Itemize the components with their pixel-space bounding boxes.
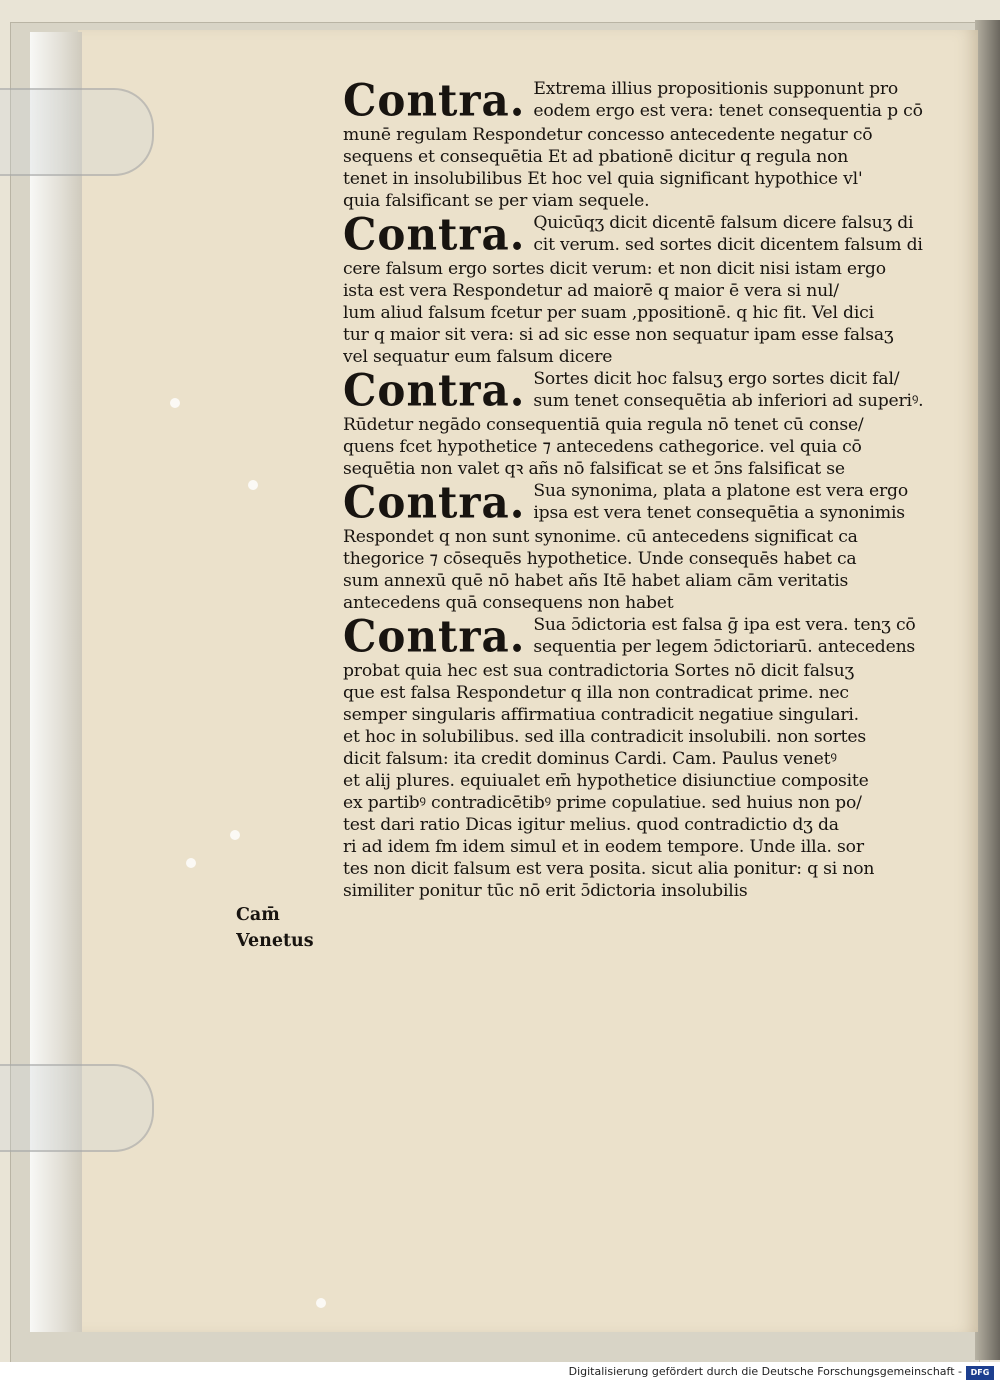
- marginal-note-line: Cam̄: [236, 905, 280, 925]
- footer-text: Digitalisierung gefördert durch die Deutsche Forschungsgemeinschaft -: [568, 1365, 962, 1378]
- paragraph-5: [343, 610, 928, 902]
- text-line: test dari ratio Dicas igitur melius. quod contradictio dʒ da: [343, 815, 839, 835]
- text-line: antecedens quā consequens non habet: [343, 593, 674, 613]
- paragraph-initial: Contra.: [343, 208, 526, 261]
- text-line: ipsa est vera tenet consequētia a synonimis: [533, 503, 905, 523]
- text-line: Respondet q non sunt synonime. cū antecedens significat ca: [343, 527, 858, 547]
- text-line: Quicūqʒ dicit dicentē falsum dicere falsuʒ di: [533, 213, 914, 233]
- paragraph-initial: Contra.: [343, 610, 526, 663]
- marginal-note-line: Venetus: [236, 931, 314, 951]
- text-line: dicit falsum: ita credit dominus Cardi. Cam. Paulus venetꝰ: [343, 749, 837, 769]
- page-speck: [170, 398, 180, 408]
- text-line: eodem ergo est vera: tenet consequentia p cō: [533, 101, 923, 121]
- paragraph-3: [343, 364, 928, 480]
- text-line: ex partibꝰ contradicētibꝰ prime copulatiue. sed huius non po/: [343, 793, 862, 813]
- text-line: et alij plures. equiualet em̄ hypothetice disiunctiue composite: [343, 771, 869, 791]
- text-line: semper singularis affirmatiua contradicit negatiue singulari.: [343, 705, 859, 725]
- text-line: probat quia hec est sua contradictoria Sortes nō dicit falsuʒ: [343, 661, 855, 681]
- text-line: sequentia per legem ɔ̄dictoriarū. antecedens: [533, 637, 916, 657]
- paragraph-initial: Contra.: [343, 476, 526, 529]
- paragraph-2: [343, 208, 928, 368]
- text-line: quens fcet hypothetice ⁊ antecedens cathegorice. vel quia cō: [343, 437, 862, 457]
- text-line: cit verum. sed sortes dicit dicentem falsum di: [533, 235, 923, 255]
- text-line: Extrema illius propositionis supponunt pro: [533, 79, 899, 99]
- text-line: ri ad idem fm idem simul et in eodem tempore. Unde illa. sor: [343, 837, 864, 857]
- text-line: similiter ponitur tūc nō erit ɔ̄dictoria insolubilis: [343, 881, 748, 901]
- printed-text-block: [343, 74, 928, 902]
- text-line: munē regulam Respondetur concesso antecedente negatur cō: [343, 125, 873, 145]
- text-line: tenet in insolubilibus Et hoc vel quia significant hypothice vl': [343, 169, 863, 189]
- text-line: quia falsificant se per viam sequele.: [343, 191, 650, 211]
- text-line: tur q maior sit vera: si ad sic esse non sequatur ipam esse falsaʒ: [343, 325, 894, 345]
- digitization-footer: [0, 1362, 1000, 1384]
- marginal-note: [236, 902, 336, 954]
- text-line: Rūdetur negādo consequentiā quia regula nō tenet cū conse/: [343, 415, 864, 435]
- text-line: sequens et consequētia Et ad pbationē dicitur q regula non: [343, 147, 849, 167]
- page-clip-bottom: [0, 1064, 154, 1152]
- text-line: Sortes dicit hoc falsuʒ ergo sortes dicit fal/: [533, 369, 900, 389]
- text-line: ista est vera Respondetur ad maiorē q maior ē vera si nul/: [343, 281, 839, 301]
- text-line: cere falsum ergo sortes dicit verum: et non dicit nisi istam ergo: [343, 259, 886, 279]
- paragraph-initial: Contra.: [343, 364, 526, 417]
- text-line: et hoc in solubilibus. sed illa contradicit insolubili. non sortes: [343, 727, 866, 747]
- page-speck: [186, 858, 196, 868]
- book-edge: [975, 20, 1000, 1360]
- page-speck: [230, 830, 240, 840]
- text-line: vel sequatur eum falsum dicere: [343, 347, 613, 367]
- text-line: que est falsa Respondetur q illa non contradicat prime. nec: [343, 683, 849, 703]
- dfg-logo: DFG: [966, 1366, 994, 1380]
- page-clip-top: [0, 88, 154, 176]
- text-line: Sua synonima, plata a platone est vera ergo: [533, 481, 908, 501]
- page-speck: [316, 1298, 326, 1308]
- paragraph-initial: Contra.: [343, 74, 526, 127]
- text-line: sequētia non valet qꝛ añs nō falsificat se et ɔ̄ns falsificat se: [343, 459, 845, 479]
- text-line: lum aliud falsum fcetur per suam ,ppositionē. q hic fit. Vel dici: [343, 303, 874, 323]
- paragraph-1: [343, 74, 928, 212]
- text-line: thegorice ⁊ cōsequēs hypothetice. Unde consequēs habet ca: [343, 549, 857, 569]
- text-line: Sua ɔ̄dictoria est falsa ḡ ipa est vera. tenʒ cō: [533, 615, 916, 635]
- text-line: sum tenet consequētia ab inferiori ad superiꝰ.: [533, 391, 924, 411]
- text-line: tes non dicit falsum est vera posita. sicut alia ponitur: q si non: [343, 859, 875, 879]
- page-speck: [248, 480, 258, 490]
- text-line: sum annexū quē nō habet añs Itē habet aliam cām veritatis: [343, 571, 849, 591]
- paragraph-4: [343, 476, 928, 614]
